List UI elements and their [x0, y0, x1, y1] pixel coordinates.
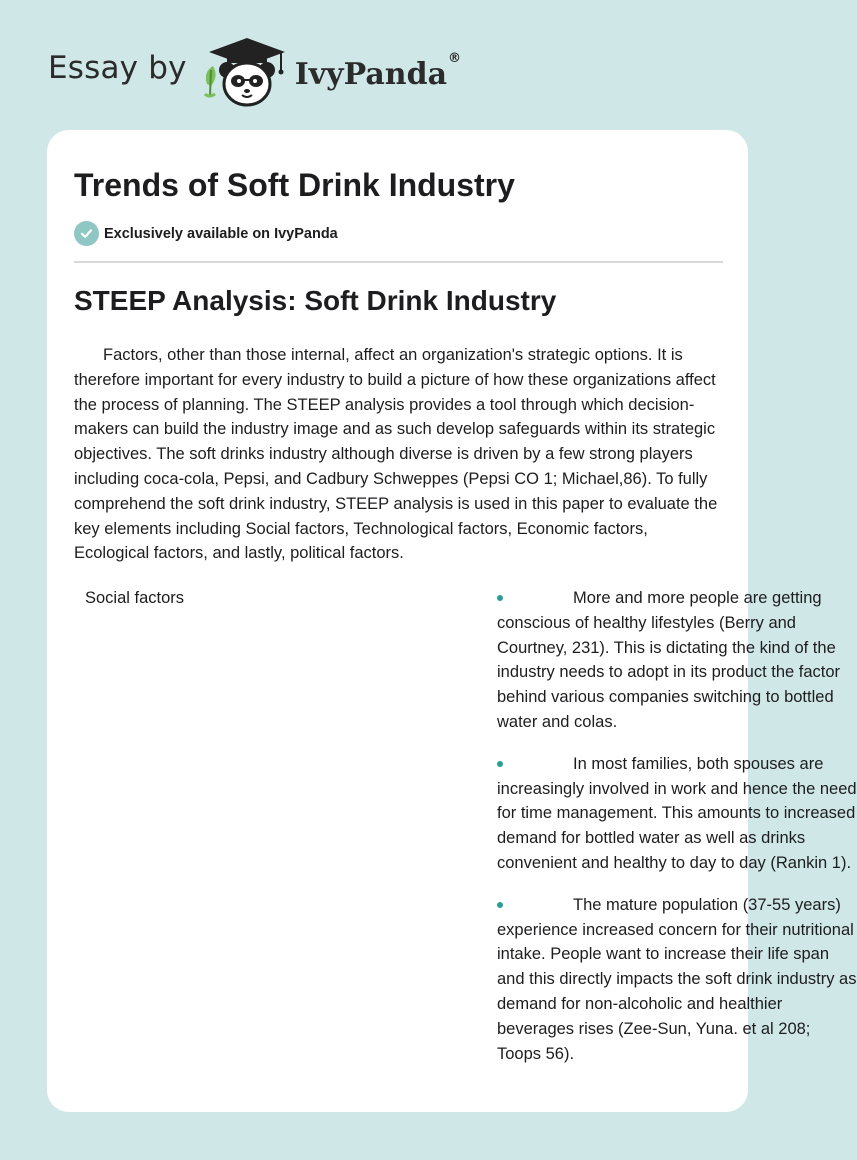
- article-card: [47, 130, 857, 1112]
- list-item: [497, 752, 857, 876]
- factor-label: Social factors: [85, 589, 185, 607]
- registered-mark: ®: [448, 50, 462, 66]
- bullet-dot-icon: [497, 761, 503, 767]
- factor-bullet-list: [497, 586, 857, 1083]
- check-icon: [74, 221, 99, 246]
- list-item: [497, 893, 857, 1067]
- panda-graduate-logo-icon[interactable]: [201, 36, 293, 108]
- bullet-dot-icon: [497, 902, 503, 908]
- intro-paragraph: Factors, other than those internal, affect an organization's strategic options. It is therefore important for every industry to build a picture of how these organizations affect the process of planning. The STEEP analysis provides a tool through which decision-makers can build the industry image and as such develop safeguards within its strategic objectives. The soft drinks industry although diverse is driven by a few strong players including coca-cola, Pepsi, and Cadbury Schweppes (Pepsi CO 1; Michael,86). To fully comprehend the soft drink industry, STEEP analysis is used in this paper to evaluate the key elements including Social factors, Technological factors, Economic factors, Ecological factors, and lastly, political factors.: [74, 346, 718, 563]
- brand-prefix: Essay by: [48, 50, 187, 86]
- exclusive-badge: [74, 221, 338, 246]
- article-title: Trends of Soft Drink Industry: [74, 167, 515, 203]
- bullet-text: More and more people are getting conscious of healthy lifestyles (Berry and Courtney, 231). This is dictating the kind of the industry needs to adopt in its product the factor behind various companies switching to bottled water and colas.: [497, 589, 841, 731]
- bullet-dot-icon: [497, 595, 503, 601]
- site-header: [48, 36, 461, 108]
- exclusive-badge-text: Exclusively available on IvyPanda: [104, 225, 338, 242]
- section-title: STEEP Analysis: Soft Drink Industry: [74, 285, 557, 316]
- brand-name-text: IvyPanda: [294, 56, 448, 92]
- divider: [74, 261, 723, 263]
- bullet-text: In most families, both spouses are increasingly involved in work and hence the need for time management. This amounts to increased demand for bottled water as well as drinks convenient and healthy to day to day (Rankin 1).: [497, 754, 857, 872]
- brand-name: [294, 50, 462, 92]
- bullet-text: The mature population (37-55 years) experience increased concern for their nutritional intake. People want to increase their life span and this directly impacts the soft drink industry as demand for non-alcoholic and healthier beverages rises (Zee-Sun, Yuna. et al 208; Toops 56).: [497, 895, 857, 1063]
- list-item: [497, 586, 857, 735]
